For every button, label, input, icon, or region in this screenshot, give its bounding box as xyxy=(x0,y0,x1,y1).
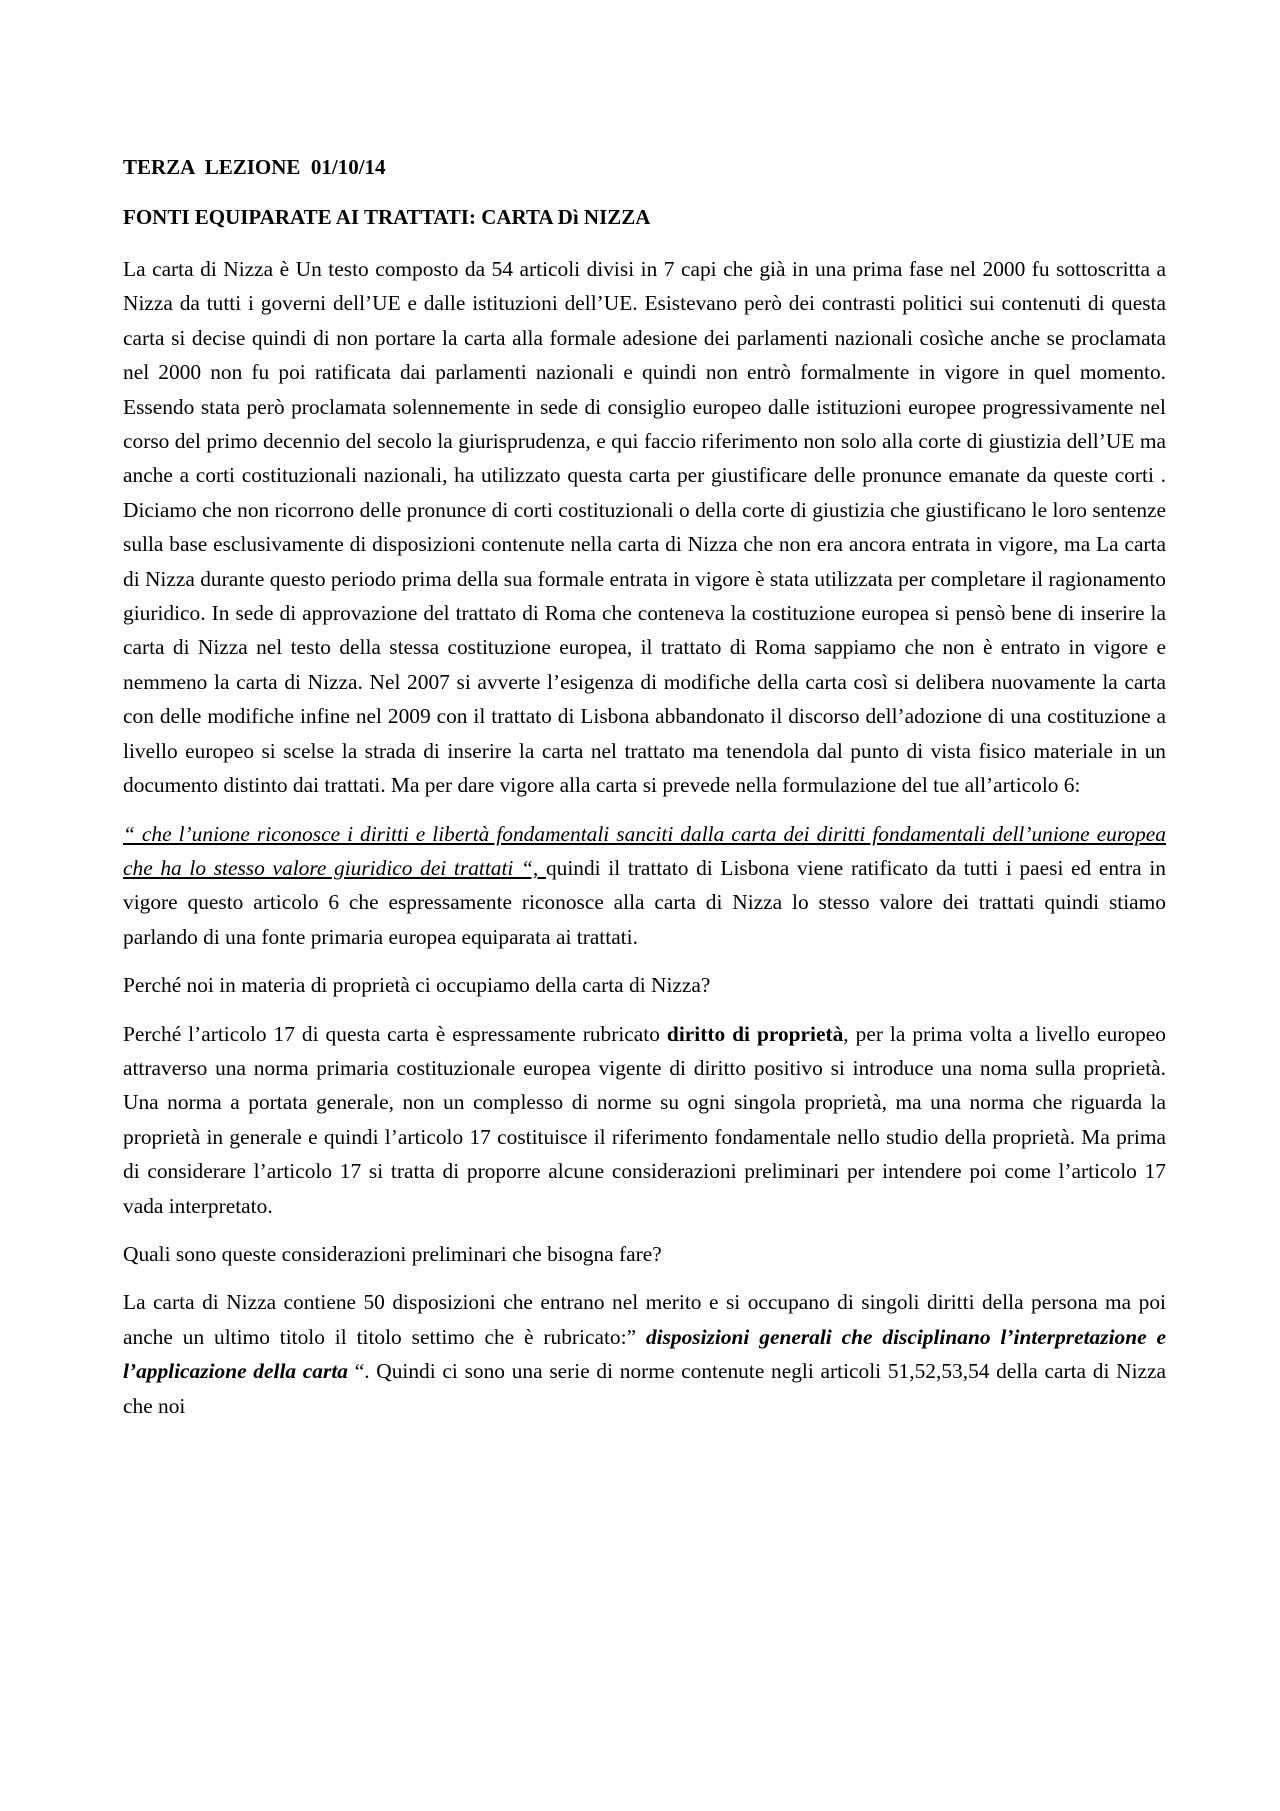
question-preliminary: Quali sono queste considerazioni preliminari che bisogna fare? xyxy=(123,1241,662,1266)
paragraph-intro: La carta di Nizza è Un testo composto da 54 articoli divisi in 7 capi che già in una prima fase nel 2000 fu sottoscritta a Nizza da tutti i governi dell’UE e dalle istituzioni dell’UE. Esistevano però dei contrasti politici sui contenuti di questa carta si decise quindi di non portare la carta alla formale adesione dei parlamenti nazionali cosìche anche se proclamata nel 2000 non fu poi ratificata dai parlamenti nazionali e quindi non entrò formalmente in vigore in quel momento. Essendo stata però proclamata solennemente in sede di consiglio europeo dalle istituzioni europee progressivamente nel corso del primo decennio del secolo la giurisprudenza, e qui faccio riferimento non solo alla corte di giustizia dell’UE ma anche a corti costituzionali nazionali, ha utilizzato questa carta per giustificare delle pronunce emanate da queste corti . Diciamo che non ricorrono delle pronunce di corti costituzionali o della corte di giustizia che giustificano le loro sentenze sulla base esclusivamente di disposizioni contenute nella carta di Nizza che non era ancora entrata in vigore, ma La carta di Nizza durante questo periodo prima della sua formale entrata in vigore è stata utilizzata per completare il ragionamento giuridico. In sede di approvazione del trattato di Roma che conteneva la costituzione europea si pensò bene di inserire la carta di Nizza nel testo della stessa costituzione europea, il trattato di Roma sappiamo che non è entrato in vigore e nemmeno la carta di Nizza. Nel 2007 si avverte l’esigenza di modifiche della carta così si delibera nuovamente la carta con delle modifiche infine nel 2009 con il trattato di Lisbona abbandonato il discorso dell’adozione di una costituzione a livello europeo si scelse la strada di inserire la carta nel trattato ma tenendola dal punto di vista fisico materiale in un documento distinto dai trattati. Ma per dare vigore alla carta si prevede nella formulazione del tue all’articolo 6: xyxy=(123,257,1166,798)
paragraph-general-provisions xyxy=(123,1285,1166,1423)
question-property: Perché noi in materia di proprietà ci occupiamo della carta di Nizza? xyxy=(123,973,711,998)
article-17-text-end: , per la prima volta a livello europeo attraverso una norma primaria costituzionale europea vigente di diritto positivo si introduce una noma sulla proprietà. Una norma a portata generale, non un complesso di norme su ogni singola proprietà, ma una norma che riguarda la proprietà in generale e quindi l’articolo 17 costituisce il riferimento fondamentale nello studio della proprietà. Ma prima di considerare l’articolo 17 si tratta di proporre alcune considerazioni preliminari per intendere poi come l’articolo 17 vada interpretato. xyxy=(123,1021,1166,1218)
property-right-term: diritto di proprietà xyxy=(666,1021,844,1046)
paragraph-article-6 xyxy=(123,817,1166,955)
article-6-commentary: quindi il trattato di Lisbona viene ratificato da tutti i paesi ed entra in vigore questo articolo 6 che espressamente riconosce alla carta di Nizza lo stesso valore dei trattati quindi stiamo parlando di una fonte primaria europea equiparata ai trattati. xyxy=(123,855,1166,949)
article-17-text-start: Perché l’articolo 17 di questa carta è espressamente rubricato xyxy=(123,1021,667,1046)
general-provisions-title: disposizioni generali che disciplinano l’interpretazione e l’applicazione della carta xyxy=(123,1324,1166,1384)
lesson-title: TERZA LEZIONE 01/10/14 xyxy=(123,155,386,179)
general-provisions-text-end: “. Quindi ci sono una serie di norme contenute negli articoli 51,52,53,54 della carta di Nizza che noi xyxy=(123,1359,1166,1418)
document-body xyxy=(123,152,1166,1437)
section-title: FONTI EQUIPARATE AI TRATTATI: CARTA Dì NIZZA xyxy=(123,205,651,229)
article-6-quote: “ che l’unione riconosce i diritti e libertà fondamentali sanciti dalla carta dei diritti fondamentali dell’unione europea che ha lo stesso valore giuridico dei trattati “, xyxy=(123,821,1166,880)
general-provisions-text-start: La carta di Nizza contiene 50 disposizioni che entrano nel merito e si occupano di singoli diritti della persona ma poi anche un ultimo titolo il titolo settimo che è rubricato:” xyxy=(123,1290,1166,1349)
paragraph-article-17 xyxy=(123,1017,1166,1223)
